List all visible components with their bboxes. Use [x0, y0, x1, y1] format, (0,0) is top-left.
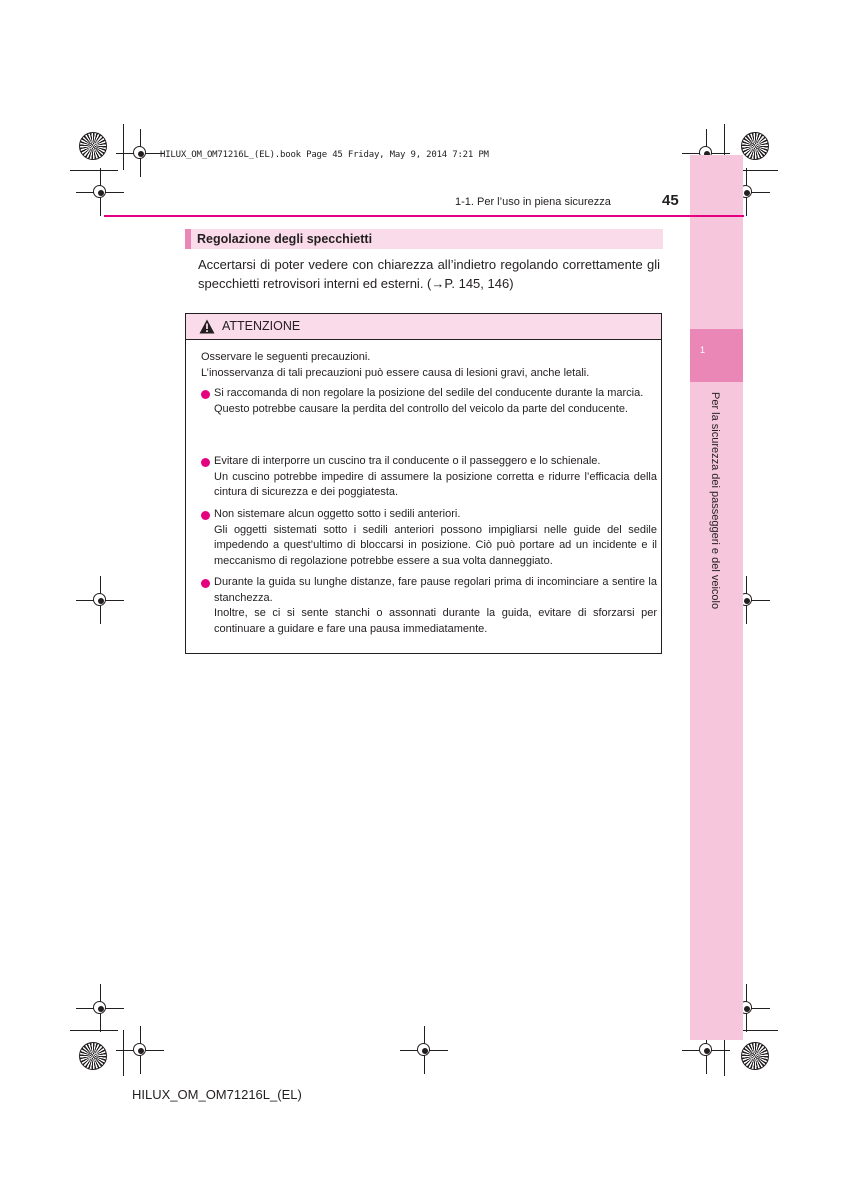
crop-mark	[123, 124, 124, 170]
warning-intro	[201, 350, 651, 381]
warning-item	[201, 454, 657, 501]
warning-item-lead: Si raccomanda di non regolare la posizione del sedile del conducente durante la marcia.	[214, 387, 644, 399]
warning-item-lead: Evitare di interporre un cuscino tra il conducente o il passeggero e lo schienale.	[214, 455, 601, 467]
bullet-icon	[201, 579, 210, 588]
bullet-icon	[201, 511, 210, 520]
side-tab-number: 1	[700, 345, 706, 355]
bullet-icon	[201, 390, 210, 399]
warning-item-detail: Gli oggetti sistemati sotto i sedili anteriori possono impigliarsi nelle guide del sedile impedendo a quest’ultimo di bloccarsi in posizione. Ciò può portare ad un incidente e il meccanismo di regolazione potrebbe essere a sua volta danneggiato.	[214, 523, 657, 567]
warning-triangle-icon	[199, 319, 215, 334]
warning-intro-line-1: Osservare le seguenti precauzioni.	[201, 351, 371, 363]
warning-item	[201, 386, 657, 417]
print-info-line: HILUX_OM_OM71216L_(EL).book Page 45 Friday, May 9, 2014 7:21 PM	[160, 150, 489, 160]
warning-item	[201, 575, 657, 637]
section-heading-bar	[185, 229, 191, 249]
warning-item-lead: Non sistemare alcun oggetto sotto i sedili anteriori.	[214, 508, 461, 520]
header-rule	[104, 215, 744, 217]
header-section-title: 1-1. Per l’uso in piena sicurezza	[455, 196, 611, 208]
bullet-icon	[201, 458, 210, 467]
warning-item-detail: Questo potrebbe causare la perdita del controllo del veicolo da parte del conducente.	[214, 402, 628, 415]
side-tab-active	[690, 329, 743, 382]
warning-title: ATTENZIONE	[222, 319, 301, 333]
warning-intro-line-2: L’inosservanza di tali precauzioni può essere causa di lesioni gravi, anche letali.	[201, 366, 590, 379]
registration-starburst-icon	[741, 132, 769, 160]
crop-mark	[70, 170, 118, 171]
section-heading-text: Regolazione degli specchietti	[197, 232, 373, 246]
crop-mark	[70, 1030, 118, 1031]
section-heading	[185, 229, 663, 249]
warning-item-detail: Un cuscino potrebbe impedire di assumere la posizione corretta e ridurre l’efficacia della cintura di sicurezza e dei poggiatesta.	[214, 470, 657, 499]
section-body: Accertarsi di poter vedere con chiarezza all’indietro regolando correttamente gli specchietti retrovisori interni ed esterni. (→P. 145, 146)	[198, 257, 660, 291]
registration-starburst-icon	[79, 1042, 107, 1070]
warning-header	[186, 314, 661, 340]
warning-item-detail: Inoltre, se ci si sente stanchi o assonnati durante la guida, evitare di sforzarsi per continuare a guidare e fare una pausa immediatamente.	[214, 607, 657, 635]
side-tab-title: Per la sicurezza dei passeggeri e del veicolo	[709, 392, 721, 610]
warning-item	[201, 507, 657, 569]
registration-starburst-icon	[79, 132, 107, 160]
crop-mark	[123, 1030, 124, 1076]
registration-starburst-icon	[741, 1042, 769, 1070]
footer-code: HILUX_OM_OM71216L_(EL)	[132, 1087, 302, 1102]
page-number: 45	[662, 192, 679, 209]
warning-item-lead: Durante la guida su lunghe distanze, fare pause regolari prima di incominciare a sentire la stanchezza.	[214, 576, 657, 604]
